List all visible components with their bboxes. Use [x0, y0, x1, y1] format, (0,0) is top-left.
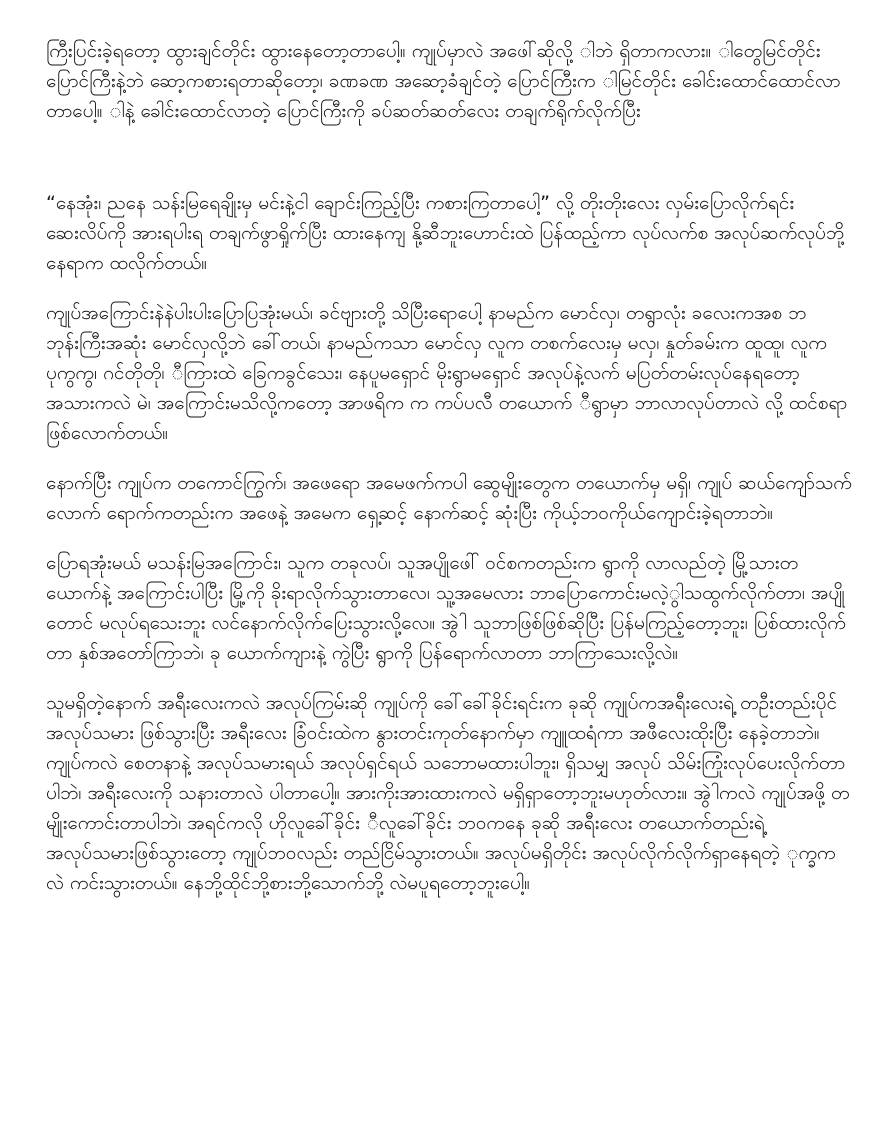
- paragraph: သူမရှိတဲ့နောက် အရီးလေးကလဲ အလုပ်ကြမ်းဆို ကျုပ်ကို ခေါ်ခေါ်ခိုင်းရင်းက ခုဆို ကျုပ်ကအရီးလေးရဲ့ တဦးတည်းပိုင် အလုပ်သမား ဖြစ်သွားပြီး အရီးလေး ခြံဝင်းထဲက နွားတင်းကုတ်နောက်မှာ ကျူထရံကာ အဖီလေးထိုးပြီး နေခဲ့တာဘဲ။ ကျုပ်ကလဲ စေတနာနဲ့ အလုပ်သမားရယ် အလုပ်ရှင်ရယ် သဘောမထားပါဘူး၊ ရှိသမျှ အလုပ် သိမ်းကြုံးလုပ်ပေးလိုက်တာပါဘဲ၊ အရီးလေးကို သနားတာလဲ ပါတာပေါ့။ အားကိုးအားထားကလဲ မရှိရှာတော့ဘူးမဟုတ်လား။ အွဲါကလဲ ကျုပ်အဖို့ တမျိုးကောင်းတာပါဘဲ၊ အရင်ကလို ဟိုလူခေါ်ခိုင်း ီလူခေါ်ခိုင်း ဘဝကနေ ခုဆို အရီးလေး တယောက်တည်းရဲ့ အလုပ်သမားဖြစ်သွားတော့ ကျုပ်ဘဝလည်း တည်ငြိမ်သွားတယ်။ အလုပ်မရှိတိုင်း အလုပ်လိုက်လိုက်ရှာနေရတဲ့ ုက္ခကလဲ ကင်းသွားတယ်။ နေဘို့ထိုင်ဘို့စားဘို့သောက်ဘို့ လဲမပူရတော့ဘူးပေါ့။: [46, 692, 850, 894]
- paragraph: ပြောရအုံးမယ် မသန်းမြအကြောင်း၊ သူက တခုလပ်၊ သူအပျိုဖေါ် ဝင်စကတည်းက ရွာကို လာလည်တဲ့ မြို့သားတယောက်နဲ့ အကြောင်းပါပြီး မြို့ကို ခိုးရာလိုက်သွားတာလေ၊ သူ့အမေလား ဘာပြောကောင်းမလဲ့ွါသထွက်လိုက်တာ၊ အပျိုတောင် မလုပ်ရသေးဘူး လင်နောက်လိုက်ပြေးသွားလို့လေ။ အွဲါ သူဘာဖြစ်ဖြစ်ဆိုပြီး ပြန်မကြည့်တော့ဘူး၊ ပြစ်ထားလိုက်တာ နှစ်အတော်ကြာဘဲ၊ ခု ယောက်ကျားနဲ့ ကွဲပြီး ရွာကို ပြန်ရောက်လာတာ ဘာကြာသေးလို့လဲ။: [46, 552, 846, 664]
- paragraph-quote: “နေအုံး၊ ညနေ သန်းမြရေချိုးမှ မင်းနဲ့ငါ ချောင်းကြည့်ပြီး ကစားကြတာပေါ့” လို့ တိုးတိုးလေး လှမ်းပြောလိုက်ရင်း ဆေးလိပ်ကို အားရပါးရ တချက်ဖွာရှိုက်ပြီး ထားနေကျ နို့ဆီဘူးဟောင်းထဲ ပြန်ထည့်ကာ လုပ်လက်စ အလုပ်ဆက်လုပ်ဘို့ နေရာက ထလိုက်တယ်။: [46, 192, 845, 274]
- paragraph: နောက်ပြီး ကျုပ်က တကောင်ကြွက်၊ အဖေရော အမေဖက်ကပါ ဆွေမျိုးတွေက တယောက်မှ မရှိ၊ ကျုပ် ဆယ်ကျော်သက်လောက် ရောက်ကတည်းက အဖေနဲ့ အမေက ရှေ့ဆင့် နောက်ဆင့် ဆုံးပြီး ကိုယ့်ဘဝကိုယ်ကျောင်းခဲ့ရတာဘဲ။: [46, 472, 852, 524]
- paragraph: ကြီးပြင်းခဲ့ရတော့ ထွားချင်တိုင်း ထွားနေတော့တာပေါ့။ ကျုပ်မှာလဲ အဖေါ်ဆိုလို့ ါဘဲ ရှိတာကလား။ ါတွေမြင်တိုင်း ပြောင်ကြီးနဲ့ဘဲ ဆော့ကစားရတာဆိုတော့၊ ခဏခဏ အဆော့ခံချင်တဲ့ ပြောင်ကြီးက ါမြင်တိုင်း ခေါင်းထောင်ထောင်လာတာပေါ့။ ါနဲ့ ခေါင်းထောင်လာတဲ့ ပြောင်ကြီးကို ခပ်ဆတ်ဆတ်လေး တချက်ရိုက်လိုက်ပြီး: [46, 40, 841, 122]
- paragraph: ကျုပ်အကြောင်းနဲနဲပါးပါးပြောပြအုံးမယ်၊ ခင်ဗျားတို့ သိပြီးရောပေါ့ နာမည်က မောင်လှ၊ တရွာလုံး ခလေးကအစ ဘဘုန်းကြီးအဆုံး မောင်လှလို့ဘဲ ခေါ်တယ်၊ နာမည်ကသာ မောင်လှ လူက တစက်လေးမှ မလှ၊ နှုတ်ခမ်းက ထူထူ၊ လူက ပုကွကွ၊ ဂင်တိုတို၊ ီကြားထဲ ခြေကခွင်သေး၊ နေပူမရှောင် မိုးရွာမရှောင် အလုပ်နဲ့လက် မပြတ်တမ်းလုပ်နေရတော့ အသားကလဲ မဲ၊ အကြောင်းမသိလို့ကတော့ အာဖရိက က ကပ်ပလီ တယောက် ီရွာမှာ ဘာလာလုပ်တာလဲ လို့ ထင်စရာ ဖြစ်လောက်တယ်။: [46, 302, 848, 444]
